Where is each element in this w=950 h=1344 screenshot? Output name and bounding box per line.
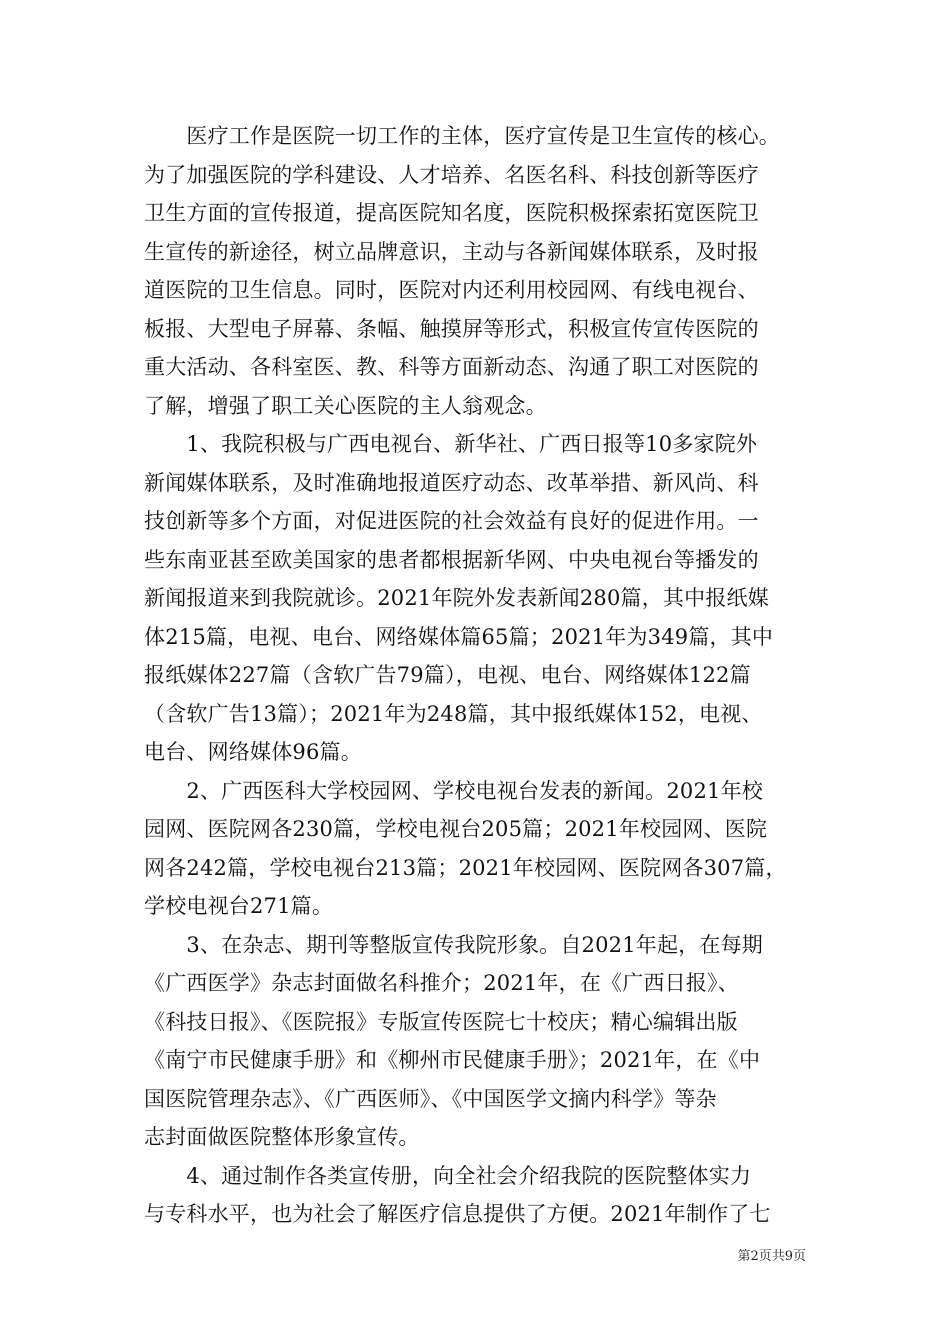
text-line: 新闻报道来到我院就诊。2021年院外发表新闻280篇，其中报纸媒 bbox=[144, 586, 769, 610]
text-line: 3、在杂志、期刊等整版宣传我院形象。自2021年起，在每期 bbox=[144, 932, 764, 957]
text-line: 《科技日报》、《医院报》专版宣传医院七十校庆；精心编辑出版 bbox=[144, 1009, 738, 1034]
text-line: 道医院的卫生信息。同时，医院对内还利用校园网、有线电视台、 bbox=[144, 278, 759, 302]
text-line: 卫生方面的宣传报道，提高医院知名度，医院积极探索拓宽医院卫 bbox=[144, 201, 759, 225]
text-line: 些东南亚甚至欧美国家的患者都根据新华网、中央电视台等播发的 bbox=[144, 547, 759, 572]
text-line: 了解，增强了职工关心医院的主人翁观念。 bbox=[144, 393, 547, 418]
text-line: 与专科水平，也为社会了解医疗信息提供了方便。2021年制作了七 bbox=[144, 1202, 771, 1226]
text-line: 网各242篇，学校电视台213篇；2021年校园网、医院网各307篇， bbox=[144, 855, 787, 880]
text-line: 生宣传的新途径，树立品牌意识，主动与各新闻媒体联系，及时报 bbox=[144, 239, 759, 264]
text-line: 《广西医学》杂志封面做名科推介；2021年，在《广西日报》、 bbox=[144, 971, 739, 995]
text-line: 技创新等多个方面，对促进医院的社会效益有良好的促进作用。一 bbox=[144, 509, 759, 533]
text-line: 新闻媒体联系，及时准确地报道医疗动态、改革举措、新风尚、科 bbox=[144, 470, 759, 495]
document-body bbox=[144, 117, 808, 1234]
text-line: 志封面做医院整体形象宣传。 bbox=[144, 1125, 420, 1149]
text-line: 2、广西医科大学校园网、学校电视台发表的新闻。2021年校 bbox=[144, 778, 764, 803]
text-line: 报纸媒体227篇（含软广告79篇），电视、电台、网络媒体122篇 bbox=[144, 663, 751, 687]
text-line: 电台、网络媒体96篇。 bbox=[144, 740, 362, 764]
text-line: 为了加强医院的学科建设、人才培养、名医名科、科技创新等医疗 bbox=[144, 162, 759, 187]
text-line: 重大活动、各科室医、教、科等方面新动态、沟通了职工对医院的 bbox=[144, 355, 759, 379]
text-line: 《南宁市民健康手册》和《柳州市民健康手册》；2021年，在《中 bbox=[144, 1048, 761, 1072]
text-line: （含软广告13篇）；2021年为248篇，其中报纸媒体152，电视、 bbox=[144, 701, 763, 726]
text-line: 医疗工作是医院一切工作的主体，医疗宣传是卫生宣传的核心。 bbox=[144, 124, 780, 148]
text-line: 学校电视台271篇。 bbox=[144, 894, 334, 918]
text-line: 体215篇，电视、电台、网络媒体篇65篇；2021年为349篇，其中 bbox=[144, 624, 774, 649]
text-line: 4、通过制作各类宣传册，向全社会介绍我院的医院整体实力 bbox=[144, 1163, 752, 1188]
text-line: 板报、大型电子屏幕、条幅、触摸屏等形式，积极宣传宣传医院的 bbox=[144, 316, 759, 341]
page-number-footer: 第2页共9页 bbox=[737, 1249, 806, 1264]
text-line: 国医院管理杂志》、《广西医师》、《中国医学文摘内科学》等杂 bbox=[144, 1086, 717, 1111]
text-line: 1、我院积极与广西电视台、新华社、广西日报等10多家院外 bbox=[144, 432, 758, 456]
text-line: 园网、医院网各230篇，学校电视台205篇；2021年校园网、医院 bbox=[144, 817, 768, 841]
